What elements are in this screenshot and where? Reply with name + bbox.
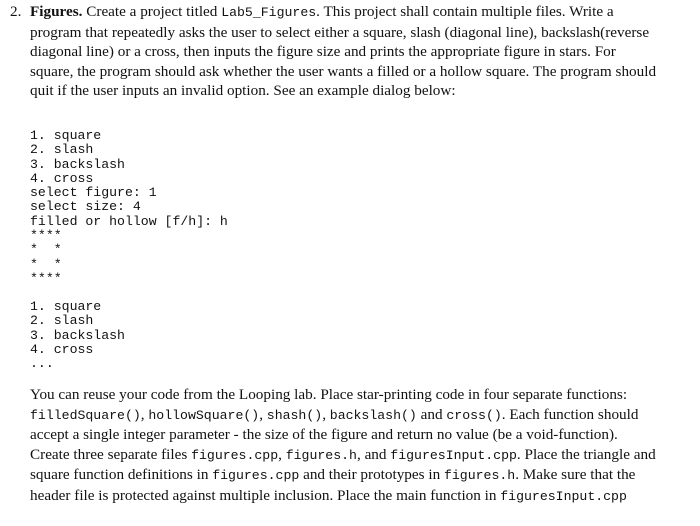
outro-text: . Each function should accept a single integer parameter - the size of the figure and return no value (be a void-function). Create three separate files xyxy=(30,405,639,463)
outro-text: , xyxy=(259,405,267,423)
project-name: Lab5_Figures xyxy=(221,5,317,20)
outro-text: and xyxy=(416,405,447,423)
outro-text: . Make sure that the header file is protected against multiple inclusion. Place the main function in xyxy=(30,466,636,504)
outro-text: , xyxy=(278,445,286,463)
code-hollow-square: hollowSquare() xyxy=(148,407,260,423)
example-dialog-1: 1. square 2. slash 3. backslash 4. cross select figure: 1 select size: 4 filled or hollow [f/h]: h **** * * * * **** xyxy=(30,128,228,286)
code-figures-input-cpp: figuresInput.cpp xyxy=(500,488,627,504)
outro-paragraph xyxy=(30,385,660,507)
outro-text: You can reuse your code from the Looping lab. Place star-printing code in four separate functions: xyxy=(30,386,628,403)
code-figures-input-cpp: figuresInput.cpp xyxy=(390,447,517,463)
code-backslash: backslash() xyxy=(329,407,417,423)
outro-text: . Place the triangle and square function definitions in xyxy=(30,445,656,484)
code-figures-h: figures.h xyxy=(285,447,357,463)
code-shash: shash() xyxy=(266,407,323,423)
code-filled-square: filledSquare() xyxy=(30,407,141,423)
outro-text: , xyxy=(140,405,149,423)
code-figures-h: figures.h xyxy=(443,468,516,484)
item-number: 2. xyxy=(10,3,22,20)
code-cross: cross() xyxy=(446,407,502,423)
outro-text: , and xyxy=(356,445,391,463)
example-dialog-2: 1. square 2. slash 3. backslash 4. cross ... xyxy=(30,299,125,372)
outro-text: , xyxy=(322,405,330,423)
code-figures-cpp: figures.cpp xyxy=(191,447,279,463)
outro-text: and their prototypes in xyxy=(299,466,444,484)
intro-text: . This project shall contain multiple files. Write a program that repeatedly asks the user to select either a square, slash (diagonal line), backslash(reverse diagonal line) or a cross, then inputs the figure size and prints the appropriate figure in stars. For square, the program should ask whether the user wants a filled or a hollow square. The program should quit if the user inputs an invalid option. See an example dialog below: xyxy=(30,3,657,100)
intro-paragraph xyxy=(10,2,660,101)
code-figures-cpp: figures.cpp xyxy=(212,468,300,484)
section-heading: Figures. xyxy=(30,3,83,20)
intro-text: Create a project titled xyxy=(82,3,222,20)
